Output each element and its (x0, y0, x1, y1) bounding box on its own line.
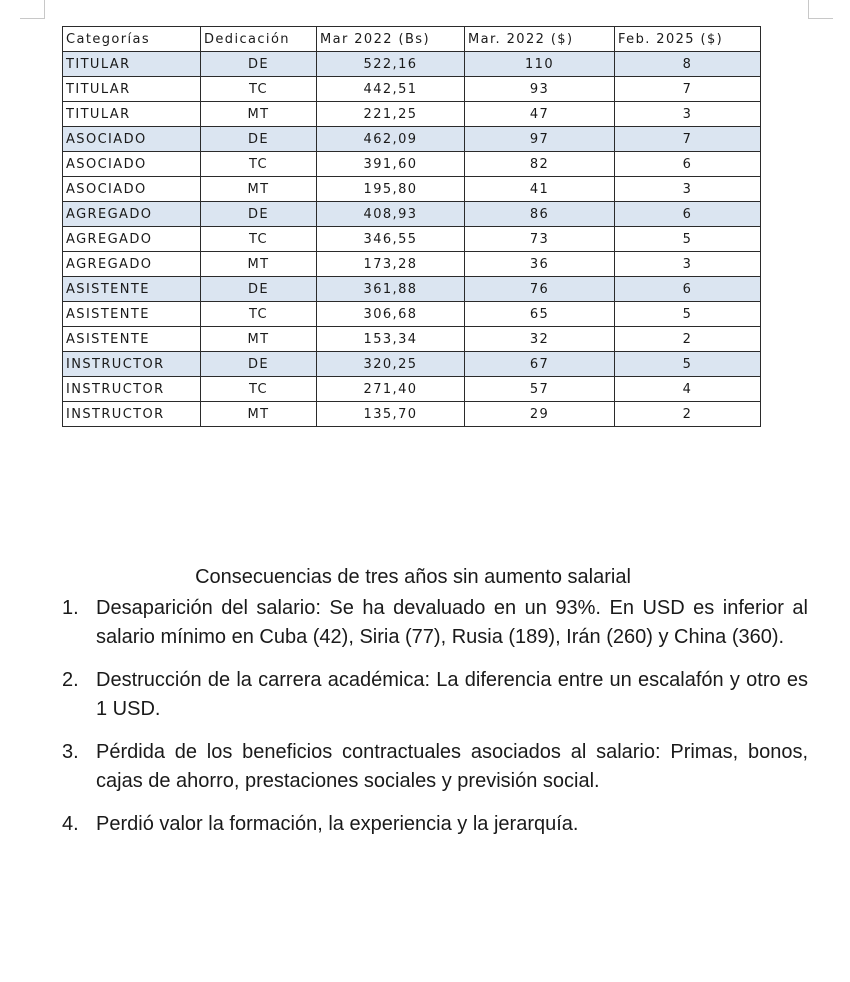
cell-dedicacion: TC (201, 227, 317, 252)
cell-mar-2022-bs: 361,88 (317, 277, 465, 302)
table-row (63, 77, 761, 102)
salary-table (62, 26, 761, 427)
cell-mar-2022-usd: 41 (465, 177, 615, 202)
cell-feb-2025-usd: 5 (615, 352, 761, 377)
cell-mar-2022-usd: 76 (465, 277, 615, 302)
table-row (63, 202, 761, 227)
cell-categoria: TITULAR (63, 52, 201, 77)
cell-mar-2022-bs: 153,34 (317, 327, 465, 352)
cell-dedicacion: DE (201, 127, 317, 152)
list-item (62, 810, 808, 839)
cell-mar-2022-bs: 135,70 (317, 402, 465, 427)
cell-feb-2025-usd: 2 (615, 402, 761, 427)
table-row (63, 377, 761, 402)
cell-mar-2022-bs: 408,93 (317, 202, 465, 227)
list-item-number: 3. (62, 741, 79, 763)
cell-feb-2025-usd: 7 (615, 77, 761, 102)
table-row (63, 252, 761, 277)
header-mar-2022-bs: Mar 2022 (Bs) (317, 27, 465, 52)
cell-mar-2022-bs: 522,16 (317, 52, 465, 77)
cell-mar-2022-usd: 82 (465, 152, 615, 177)
cell-feb-2025-usd: 5 (615, 302, 761, 327)
cell-feb-2025-usd: 7 (615, 127, 761, 152)
list-item-text: Desaparición del salario: Se ha devaluado en un 93%. En USD es inferior al salario mínimo en Cuba (42), Siria (77), Rusia (189), Irán (260) y China (360). (96, 597, 808, 648)
cell-dedicacion: DE (201, 277, 317, 302)
cell-feb-2025-usd: 3 (615, 177, 761, 202)
cell-mar-2022-bs: 462,09 (317, 127, 465, 152)
list-item (62, 594, 808, 652)
cell-mar-2022-usd: 32 (465, 327, 615, 352)
cell-dedicacion: DE (201, 52, 317, 77)
header-dedicacion: Dedicación (201, 27, 317, 52)
cell-feb-2025-usd: 5 (615, 227, 761, 252)
cell-mar-2022-usd: 29 (465, 402, 615, 427)
cell-mar-2022-bs: 173,28 (317, 252, 465, 277)
cell-mar-2022-bs: 346,55 (317, 227, 465, 252)
cell-mar-2022-usd: 65 (465, 302, 615, 327)
table-row (63, 402, 761, 427)
table-row (63, 352, 761, 377)
cell-categoria: ASOCIADO (63, 177, 201, 202)
table-row (63, 277, 761, 302)
cell-categoria: AGREGADO (63, 252, 201, 277)
page-corner-mark-left (20, 0, 45, 19)
cell-feb-2025-usd: 6 (615, 277, 761, 302)
header-feb-2025-usd: Feb. 2025 ($) (615, 27, 761, 52)
cell-mar-2022-usd: 93 (465, 77, 615, 102)
list-item (62, 666, 808, 724)
cell-mar-2022-bs: 391,60 (317, 152, 465, 177)
cell-categoria: ASISTENTE (63, 327, 201, 352)
table-row (63, 102, 761, 127)
cell-mar-2022-usd: 110 (465, 52, 615, 77)
cell-categoria: ASOCIADO (63, 152, 201, 177)
cell-categoria: TITULAR (63, 77, 201, 102)
list-item-text: Perdió valor la formación, la experiencia y la jerarquía. (96, 813, 579, 835)
table-row (63, 177, 761, 202)
page-corner-mark-right (808, 0, 833, 19)
list-item-number: 4. (62, 813, 79, 835)
cell-feb-2025-usd: 3 (615, 102, 761, 127)
cell-categoria: AGREGADO (63, 227, 201, 252)
table-row (63, 302, 761, 327)
cell-dedicacion: DE (201, 202, 317, 227)
list-item-number: 1. (62, 597, 79, 619)
cell-mar-2022-bs: 195,80 (317, 177, 465, 202)
cell-mar-2022-bs: 221,25 (317, 102, 465, 127)
cell-dedicacion: DE (201, 352, 317, 377)
cell-mar-2022-usd: 86 (465, 202, 615, 227)
cell-dedicacion: MT (201, 177, 317, 202)
cell-feb-2025-usd: 2 (615, 327, 761, 352)
cell-categoria: INSTRUCTOR (63, 377, 201, 402)
cell-feb-2025-usd: 6 (615, 202, 761, 227)
list-item-number: 2. (62, 669, 79, 691)
cell-dedicacion: TC (201, 377, 317, 402)
cell-dedicacion: TC (201, 77, 317, 102)
cell-mar-2022-bs: 306,68 (317, 302, 465, 327)
section-title: Consecuencias de tres años sin aumento salarial (195, 566, 631, 588)
cell-categoria: TITULAR (63, 102, 201, 127)
cell-categoria: ASOCIADO (63, 127, 201, 152)
header-mar-2022-usd: Mar. 2022 ($) (465, 27, 615, 52)
table-header-row (63, 27, 761, 52)
cell-mar-2022-usd: 36 (465, 252, 615, 277)
table-row (63, 52, 761, 77)
cell-categoria: ASISTENTE (63, 302, 201, 327)
cell-feb-2025-usd: 8 (615, 52, 761, 77)
cell-mar-2022-bs: 271,40 (317, 377, 465, 402)
cell-mar-2022-usd: 73 (465, 227, 615, 252)
cell-dedicacion: MT (201, 252, 317, 277)
cell-mar-2022-bs: 442,51 (317, 77, 465, 102)
cell-categoria: INSTRUCTOR (63, 352, 201, 377)
cell-mar-2022-usd: 97 (465, 127, 615, 152)
cell-feb-2025-usd: 4 (615, 377, 761, 402)
cell-dedicacion: MT (201, 102, 317, 127)
table-body (63, 52, 761, 427)
cell-categoria: AGREGADO (63, 202, 201, 227)
table-row (63, 127, 761, 152)
cell-dedicacion: TC (201, 152, 317, 177)
list-item-text: Pérdida de los beneficios contractuales asociados al salario: Primas, bonos, cajas de ahorro, prestaciones sociales y previsión social. (96, 741, 808, 792)
table-row (63, 152, 761, 177)
cell-dedicacion: TC (201, 302, 317, 327)
cell-mar-2022-usd: 57 (465, 377, 615, 402)
cell-mar-2022-bs: 320,25 (317, 352, 465, 377)
cell-feb-2025-usd: 3 (615, 252, 761, 277)
cell-dedicacion: MT (201, 402, 317, 427)
cell-dedicacion: MT (201, 327, 317, 352)
list-item (62, 738, 808, 796)
table-row (63, 227, 761, 252)
list-item-text: Destrucción de la carrera académica: La diferencia entre un escalafón y otro es 1 USD. (96, 669, 808, 720)
cell-feb-2025-usd: 6 (615, 152, 761, 177)
consequence-list (62, 580, 808, 839)
table-row (63, 327, 761, 352)
header-categorias: Categorías (63, 27, 201, 52)
cell-categoria: ASISTENTE (63, 277, 201, 302)
cell-mar-2022-usd: 67 (465, 352, 615, 377)
cell-categoria: INSTRUCTOR (63, 402, 201, 427)
cell-mar-2022-usd: 47 (465, 102, 615, 127)
